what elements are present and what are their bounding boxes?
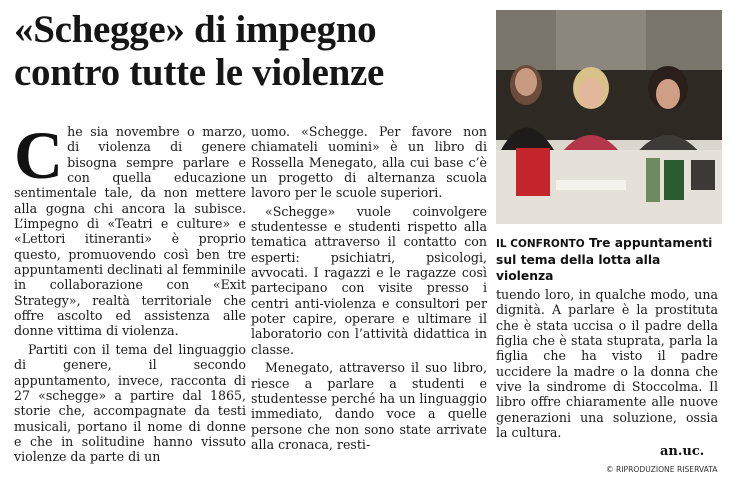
author-signature: an.uc. — [660, 444, 705, 459]
article-column-1 — [14, 117, 246, 465]
photo-three-women-at-table-icon — [496, 10, 722, 224]
article-photo — [496, 10, 722, 224]
headline — [14, 8, 484, 94]
caption-kicker: IL CONFRONTO — [496, 238, 585, 250]
article-column-3 — [496, 287, 718, 440]
article-paragraph: uomo. «Schegge. Per favore non chiamateli uomini» è un libro di Rossella Menegato, alla cui base c’è un progetto di alternanza scuola lavoro per le scuole superiori. — [251, 124, 487, 201]
headline-line-2: contro tutte le violenze — [14, 51, 385, 94]
article-column-2 — [251, 124, 487, 452]
drop-cap: C — [14, 117, 64, 193]
article-paragraph: «Schegge» vuole coinvolgere studentesse e studenti rispetto alla tematica attraverso il contatto con esperti: psichiatri, psicologi, avvocati. I ragazzi e le ragazze così partecipano con visite presso i centri anti-violenza e consultori per poter capire, operare e ultimare il laboratorio con l’attività didattica in classe. — [251, 203, 487, 357]
headline-line-1: «Schegge» di impegno — [14, 8, 377, 51]
article-paragraph: tuendo loro, in qualche modo, una dignità. A parlare è la prostituta che è stata uccisa o il padre della figlia che è stata stuprata, parla la figlia che ha visto il padre uccidere la madre o la donna che vive la sindrome di Stoccolma. Il libro offre chiaramente alle nuove generazioni una soluzione, ossia la cultura. — [496, 287, 718, 441]
article-paragraph: Menegato, attraverso il suo libro, riesce a parlare a studenti e studentesse perché ha un linguaggio immediato, dando voce a quelle persone che non sono state arrivate alla cronaca, resti- — [251, 360, 487, 452]
copyright-notice: © RIPRODUZIONE RISERVATA — [606, 465, 718, 474]
photo-caption — [496, 235, 722, 284]
caption-text: Tre appuntamenti sul tema della lotta alla violenza — [496, 236, 713, 283]
article-paragraph — [14, 117, 246, 339]
article-paragraph: Partiti con il tema del linguaggio di genere, il secondo appuntamento, invece, racconta di 27 «schegge» a partire dal 1865, storie che, accompagnate da testi musicali, portano il nome di donne e che in solitudine hanno vissuto violenze da parte di un — [14, 341, 246, 465]
paragraph-text: he sia novembre o marzo, di violenza di genere bisogna sempre parlare e con quella educazione sentimentale tale, da non mettere alla gogna chi ancora la subisce. L’impegno di «Teatri e culture» e «Lettori itineranti» è proprio questo, promuovendo così ben tre appuntamenti declinati al femminile in collaborazione con «Exit Strategy», realtà territoriale che offre ascolto ed assistenza alle donne vittima di violenza. — [14, 124, 246, 339]
